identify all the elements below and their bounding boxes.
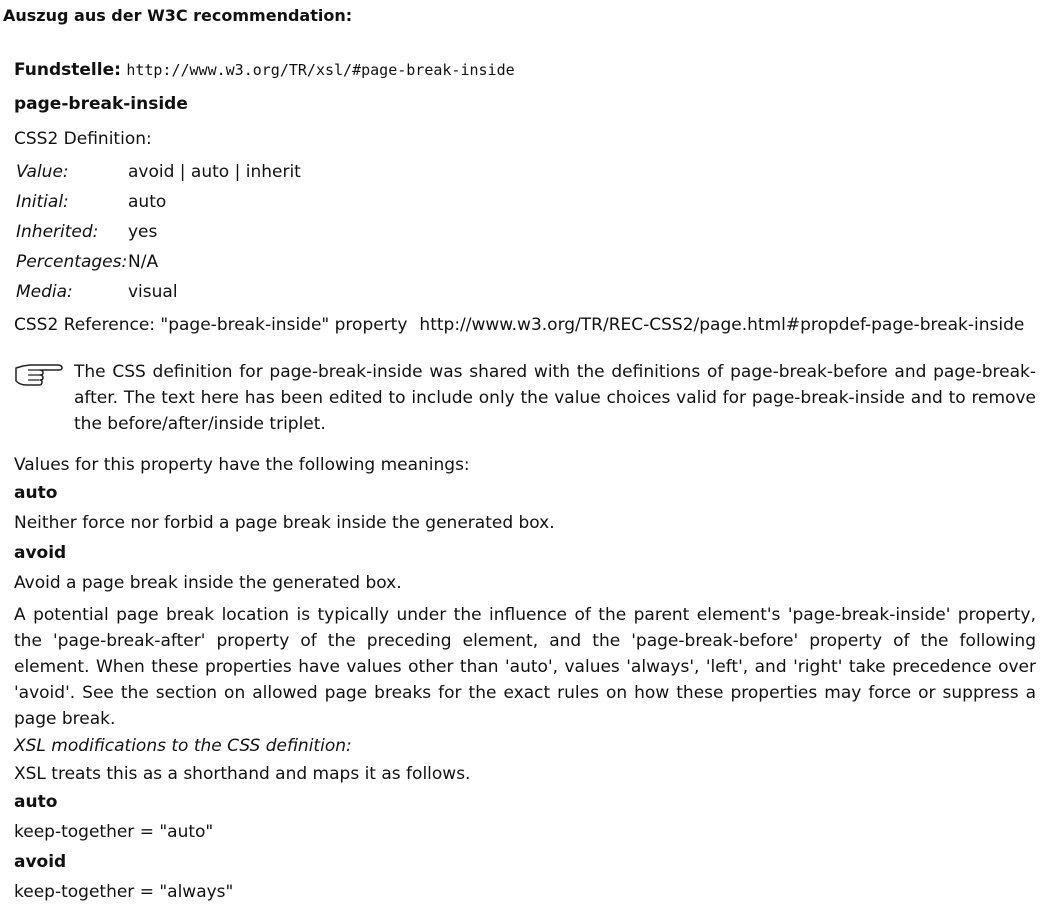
definition-value: yes: [128, 222, 158, 242]
definition-row: [16, 217, 301, 247]
css2-reference-label: CSS2 Reference: "page-break-inside" property: [14, 315, 408, 335]
definition-row: [16, 187, 301, 217]
potential-break-paragraph: A potential page break location is typically under the influence of the parent element's 'page-break-inside' property, the 'page-break-after' property of the preceding element, and the 'page-break-before' property of the following element. When these properties have values other than 'auto', values 'always', 'left', and 'right' take precedence over 'avoid'. See the section on allowed page breaks for the exact rules on how these properties may force or suppress a page break.: [14, 605, 1036, 729]
css2-definition-label: CSS2 Definition:: [14, 129, 152, 149]
definition-table: [16, 157, 301, 307]
mapping-term-auto: auto: [14, 792, 58, 812]
note-block: [14, 359, 1036, 437]
definition-term: Value:: [16, 162, 69, 182]
xsl-modifications-label: XSL modifications to the CSS definition:: [14, 736, 352, 756]
definition-term: Initial:: [16, 192, 69, 212]
value-desc-avoid: Avoid a page break inside the generated box.: [14, 573, 402, 593]
definition-row: [16, 157, 301, 187]
content-area: [14, 58, 1036, 908]
value-term-avoid: avoid: [14, 543, 67, 563]
fundstelle-label: Fundstelle:: [14, 60, 121, 80]
definition-value: avoid | auto | inherit: [128, 162, 301, 182]
page-heading: Auszug aus der W3C recommendation:: [3, 6, 353, 25]
mapping-value-avoid: keep-together = "always": [14, 882, 234, 902]
css2-reference-line: [14, 311, 1036, 339]
definition-term: Inherited:: [16, 222, 99, 242]
note-text: The CSS definition for page-break-inside was shared with the definitions of page-break-before and page-break-after. The text here has been edited to include only the value choices valid for page-break-inside and to remove the before/after/inside triplet.: [74, 362, 1036, 434]
mapping-value-auto: keep-together = "auto": [14, 822, 214, 842]
value-desc-auto: Neither force nor forbid a page break inside the generated box.: [14, 513, 555, 533]
value-term-auto: auto: [14, 483, 58, 503]
definition-value: visual: [128, 282, 178, 302]
definition-value: N/A: [128, 252, 159, 272]
definition-term: Media:: [16, 282, 73, 302]
fundstelle-line: [14, 58, 1036, 82]
pointing-hand-icon: [14, 361, 64, 387]
property-name: page-break-inside: [14, 94, 188, 114]
values-intro: Values for this property have the following meanings:: [14, 455, 470, 475]
xsl-shorthand-text: XSL treats this as a shorthand and maps it as follows.: [14, 764, 471, 784]
definition-row: [16, 277, 301, 307]
css2-reference-url: http://www.w3.org/TR/REC-CSS2/page.html#propdef-page-break-inside: [419, 315, 1025, 335]
mapping-term-avoid: avoid: [14, 852, 67, 872]
definition-value: auto: [128, 192, 167, 212]
definition-term: Percentages:: [16, 252, 128, 272]
definition-row: [16, 247, 301, 277]
fundstelle-url: http://www.w3.org/TR/xsl/#page-break-inside: [126, 61, 515, 79]
